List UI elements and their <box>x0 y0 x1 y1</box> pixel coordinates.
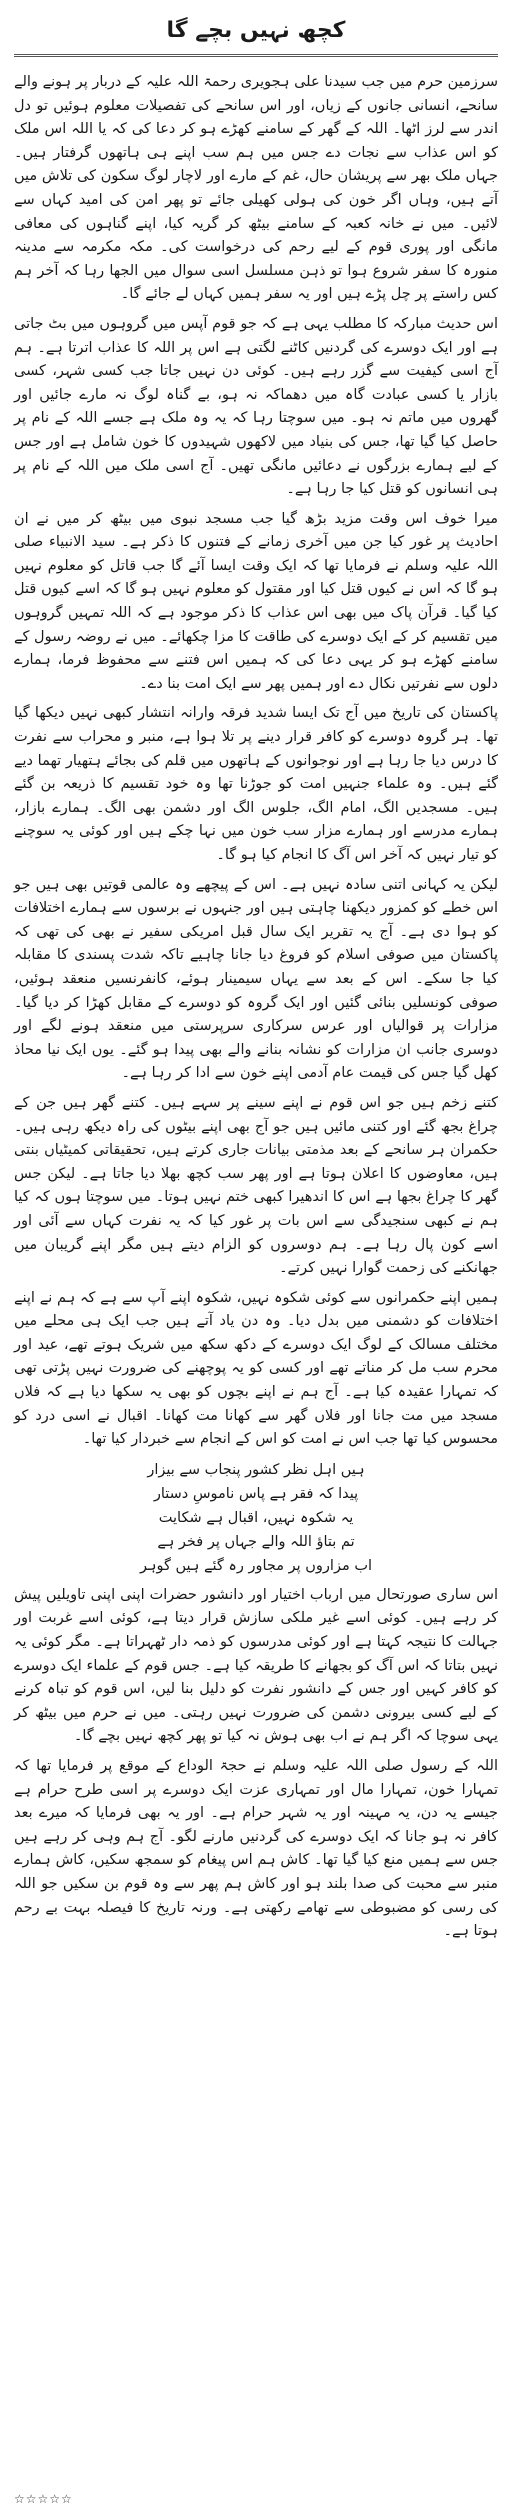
article-paragraph-5: لیکن یہ کہانی اتنی سادہ نہیں ہے۔ اس کے پیچھے وہ عالمی قوتیں بھی ہیں جو اس خطے کو کمزور دیکھنا چاہتی ہیں اور جنہوں نے برسوں سے ہمارے اختلافات کو ہوا دی ہے۔ آج یہ تقریر ایک سال قبل امریکی سفیر نے بھی کی تھی کہ پاکستان میں صوفی اسلام کو فروغ دیا جانا چاہیے تاکہ شدت پسندی کا مقابلہ کیا جا سکے۔ اس کے بعد سے یہاں سیمینار ہوئے، کانفرنسیں منعقد ہوئیں، صوفی کونسلیں بنائی گئیں اور ایک گروہ کو دوسرے کے مقابل کھڑا کر دیا گیا۔ مزارات پر قوالیاں اور عرس سرکاری سرپرستی میں منعقد ہونے لگے اور دوسری جانب ان مزارات کو نشانہ بنانے والے بھی پیدا ہو گئے۔ یوں ایک نیا محاذ کھل گیا جس کی قیمت عام آدمی اپنے خون سے ادا کر رہا ہے۔ <box>14 876 498 1082</box>
article-column <box>14 12 498 1950</box>
verse-line: یہ شکوہ نہیں، اقبال ہے شکایت <box>158 1509 354 1526</box>
article-title: کچھ نہیں بچے گا <box>14 16 498 57</box>
article-paragraph-1: سرزمین حرم میں جب سیدنا علی ہجویری رحمۃ اللہ علیہ کے دربار پر ہونے والے سانحے، انسانی جانوں کے زیاں، اور اس سانحے کی تفصیلات معلوم ہوئیں تو دل اندر سے لرز اٹھا۔ اللہ کے گھر کے سامنے کھڑے ہو کر دعا کی کہ یا اللہ اس ملک کو اس عذاب سے نجات دے جس میں ہم سب اپنے ہی ہاتھوں گرفتار ہیں۔ جہاں ملک بھر سے پریشان حال، غم کے مارے اور لاچار لوگ سکون کی تلاش میں آتے ہیں، وہاں اگر خون کی ہولی کھیلی جائے تو پھر امن کی امید کہاں سے لائیں۔ میں نے خانہ کعبہ کے سامنے بیٹھ کر گریہ کیا، اپنے گناہوں کی معافی مانگی اور پوری قوم کے لیے رحم کی درخواست کی۔ مکہ مکرمہ سے مدینہ منورہ کا سفر شروع ہوا تو ذہن مسلسل اسی سوال میں الجھا رہا کہ آخر ہم کس راستے پر چل پڑے ہیں اور یہ سفر ہمیں کہاں لے جائے گا۔ <box>14 74 498 303</box>
verse-line: پیدا کہ فقر ہے پاس ناموسِ دستار <box>153 1485 359 1502</box>
article-paragraph-2: اس حدیث مبارکہ کا مطلب یہی ہے کہ جو قوم آپس میں گروہوں میں بٹ جاتی ہے اور ایک دوسرے کی گردنیں کاٹنے لگتی ہے اس پر اللہ کا عذاب اترتا ہے۔ ہم آج اسی کیفیت سے گزر رہے ہیں۔ کوئی دن نہیں جاتا جب کسی شہر، کسی بازار یا کسی عبادت گاہ میں دھماکہ نہ ہو، بے گناہ لوگ نہ مارے جائیں اور گھروں میں ماتم نہ ہو۔ میں سوچتا رہا کہ یہ وہ ملک ہے جسے اللہ کے نام پر حاصل کیا گیا تھا، جس کی بنیاد میں لاکھوں شہیدوں کا خون شامل ہے اور جس کے لیے ہمارے بزرگوں نے دعائیں مانگی تھیں۔ آج اسی ملک میں اللہ کے نام پر ہی انسانوں کو قتل کیا جا رہا ہے۔ <box>14 315 498 498</box>
article-paragraph-3: میرا خوف اس وقت مزید بڑھ گیا جب مسجد نبوی میں بیٹھ کر میں نے ان احادیث پر غور کیا جن میں آخری زمانے کے فتنوں کا ذکر ہے۔ سید الانبیاء صلی اللہ علیہ وسلم نے فرمایا تھا کہ ایک وقت ایسا آئے گا جب قاتل کو معلوم نہیں ہو گا کہ اس نے کیوں قتل کیا اور مقتول کو معلوم نہیں ہو گا کہ اسے کیوں قتل کیا گیا۔ قرآن پاک میں بھی اس عذاب کا ذکر موجود ہے کہ اللہ تمہیں گروہوں میں تقسیم کر کے ایک دوسرے کی طاقت کا مزا چکھائے۔ میں نے روضہ رسول کے سامنے کھڑے ہو کر یہی دعا کی کہ ہمیں اس فتنے سے محفوظ فرما، ہمارے دلوں سے نفرتیں نکال دے اور ہمیں پھر سے ایک امت بنا دے۔ <box>14 510 498 692</box>
verse-line: ہیں اہل نظر کشور پنجاب سے بیزار <box>147 1461 365 1478</box>
article-paragraph-7: ہمیں اپنے حکمرانوں سے کوئی شکوہ نہیں، شکوہ اپنے آپ سے ہے کہ ہم نے اپنے اختلافات کو دشمنی میں بدل دیا۔ وہ دن یاد آتے ہیں جب ایک ہی محلے میں مختلف مسالک کے لوگ ایک دوسرے کے دکھ سکھ میں شریک ہوتے تھے، عید اور محرم سب مل کر مناتے تھے اور کسی کو یہ پوچھنے کی ضرورت نہیں پڑتی تھی کہ تمہارا عقیدہ کیا ہے۔ آج ہم نے اپنے بچوں کو بھی یہ سکھا دیا ہے کہ فلاں مسجد میں مت جانا اور فلاں گھر سے کھانا مت کھانا۔ اقبال نے اسی درد کو محسوس کیا تھا جب اس نے امت کو اس کے انجام سے خبردار کیا تھا۔ <box>14 1289 498 1448</box>
verse-line: اب مزاروں پر مجاور رہ گئے ہیں گوہر <box>139 1557 373 1574</box>
article-paragraph-6: کتنے زخم ہیں جو اس قوم نے اپنے سینے پر سہے ہیں۔ کتنے گھر ہیں جن کے چراغ بجھ گئے اور کتنی مائیں ہیں جو آج بھی اپنے بیٹوں کی راہ دیکھ رہی ہیں۔ حکمران ہر سانحے کے بعد مذمتی بیانات جاری کرتے ہیں، تحقیقاتی کمیٹیاں بنتی ہیں، معاوضوں کا اعلان ہوتا ہے اور پھر سب کچھ بھلا دیا جاتا ہے۔ لیکن جس گھر کا چراغ بجھا ہے اس کا اندھیرا کبھی ختم نہیں ہوتا۔ میں سوچتا ہوں کہ کیا ہم نے کبھی سنجیدگی سے اس بات پر غور کیا کہ یہ نفرت کہاں سے آئی اور اسے کون پال رہا ہے۔ ہم دوسروں کو الزام دیتے ہیں مگر اپنے گریبان میں جھانکنے کی زحمت گوارا نہیں کرتے۔ <box>14 1094 498 1277</box>
verse-line: تم بتاؤ اللہ والے جہاں پر فخر ہے <box>157 1533 355 1550</box>
poetry-verse <box>14 1458 498 1578</box>
article-paragraph-4: پاکستان کی تاریخ میں آج تک ایسا شدید فرقہ وارانہ انتشار کبھی نہیں دیکھا گیا تھا۔ ہر گروہ دوسرے کو کافر قرار دینے پر تلا ہوا ہے، منبر و محراب سے نفرت کا درس دیا جا رہا ہے اور نوجوانوں کے ہاتھوں میں قلم کی بجائے ہتھیار تھما دیے گئے ہیں۔ وہ علماء جنہیں امت کو جوڑنا تھا وہ خود تقسیم کا ذریعہ بن گئے ہیں۔ مسجدیں الگ، امام الگ، جلوس الگ اور دشمن بھی الگ۔ ہمارے بازار، ہمارے مدرسے اور ہمارے مزار سب خون میں نہا چکے ہیں اور کوئی یہ سوچنے کو تیار نہیں کہ آخر اس آگ کا انجام کیا ہو گا۔ <box>14 705 498 863</box>
end-of-article-mark: ☆☆☆☆☆ <box>14 2492 73 2506</box>
closing-paragraph-2: اللہ کے رسول صلی اللہ علیہ وسلم نے حجۃ الوداع کے موقع پر فرمایا تھا کہ تمہارا خون، تمہارا مال اور تمہاری عزت ایک دوسرے پر اسی طرح حرام ہے جیسے یہ دن، یہ مہینہ اور یہ شہر حرام ہے۔ اور یہ بھی فرمایا کہ میرے بعد کافر نہ ہو جانا کہ ایک دوسرے کی گردنیں مارنے لگو۔ آج ہم وہی کر رہے ہیں جس سے ہمیں منع کیا گیا تھا۔ کاش ہم اس پیغام کو سمجھ سکیں، کاش ہمارے منبر سے محبت کی صدا بلند ہو اور کاش ہم پھر سے وہ قوم بن سکیں جو اللہ کی رسی کو مضبوطی سے تھامے رکھتی ہے۔ ورنہ تاریخ کا فیصلہ بہت بے رحم ہوتا ہے۔ <box>14 1758 498 1940</box>
closing-paragraph-1: اس ساری صورتحال میں ارباب اختیار اور دانشور حضرات اپنی اپنی تاویلیں پیش کر رہے ہیں۔ کوئی اسے غیر ملکی سازش قرار دیتا ہے، کوئی اسے غربت اور جہالت کا نتیجہ کہتا ہے اور کوئی مدرسوں کو ذمہ دار ٹھہراتا ہے۔ مگر کوئی یہ نہیں بتاتا کہ اس آگ کو بجھانے کا طریقہ کیا ہے۔ جس قوم کے علماء ایک دوسرے کو کافر کہیں اور جس کے دانشور نفرت کو دلیل بنا لیں، اس قوم کو تباہ کرنے کے لیے کسی بیرونی دشمن کی ضرورت نہیں رہتی۔ میں نے حرم میں بیٹھ کر یہی سوچا کہ اگر ہم نے اب بھی ہوش نہ کیا تو پھر کچھ نہیں بچے گا۔ <box>14 1586 498 1745</box>
